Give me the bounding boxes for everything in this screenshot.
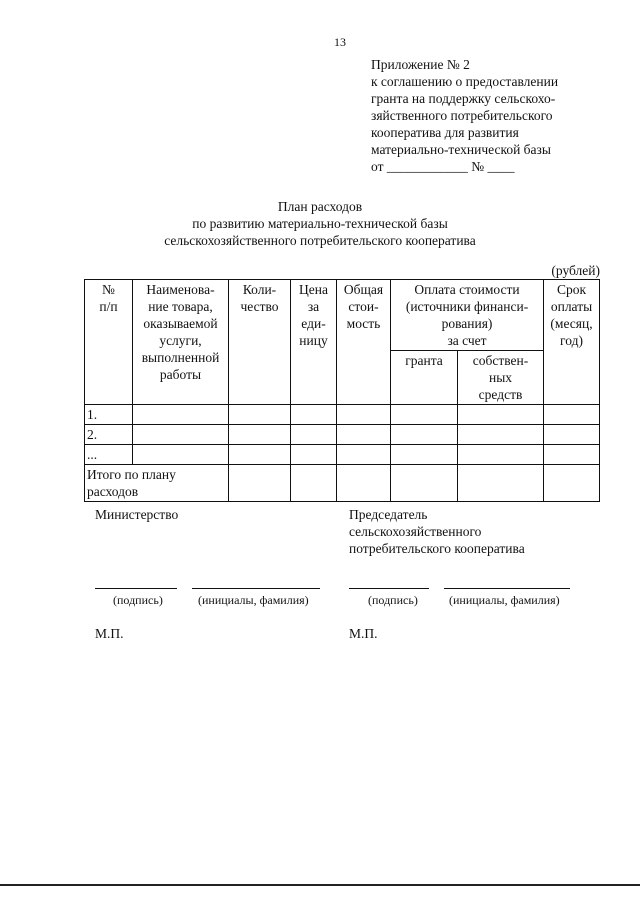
total-row-label: Итого по плану расходов: [85, 465, 229, 502]
row-number: 1.: [85, 405, 133, 425]
ministry-stamp-label: М.П.: [95, 626, 124, 641]
appendix-line: кооператива для развития: [371, 125, 519, 140]
ministry-name-caption: (инициалы, фамилия): [198, 593, 309, 607]
table-row: [85, 425, 600, 445]
appendix-header: [371, 56, 621, 175]
chairman-signature-caption: (подпись): [368, 593, 418, 607]
header-payment-term: Срок оплаты (месяц, год): [544, 280, 600, 405]
header-number: № п/п: [85, 280, 133, 405]
appendix-line: Приложение № 2: [371, 57, 470, 72]
header-own-funds: собствен- ных средств: [458, 351, 544, 405]
total-row: [85, 465, 600, 502]
title-line: План расходов: [277, 199, 363, 214]
expense-plan-table: [84, 279, 600, 502]
appendix-line: материально-технической базы: [371, 142, 551, 157]
header-total-cost: Общая стои- мость: [337, 280, 391, 405]
header-payment-sources: Оплата стоимости (источники финанси- рования) за счет: [391, 280, 544, 351]
ministry-label: Министерство: [95, 507, 179, 522]
header-item-name: Наименова- ние товара, оказываемой услуги, выполненной работы: [133, 280, 229, 405]
title-line: по развитию материально-технической базы: [192, 216, 448, 231]
page-number: 13: [334, 35, 346, 49]
title-line: сельскохозяйственного потребительского кооператива: [164, 233, 476, 248]
chairman-label: Председатель сельскохозяйственного потребительского кооператива: [349, 507, 525, 556]
appendix-line: от ____________ № ____: [371, 159, 515, 174]
chairman-name-line: [444, 588, 570, 589]
chairman-signature-line: [349, 588, 429, 589]
header-quantity: Коли- чество: [229, 280, 291, 405]
appendix-line: к соглашению о предоставлении: [371, 74, 559, 89]
ministry-signature-line: [95, 588, 177, 589]
document-title: [0, 198, 640, 249]
row-number: 2.: [85, 425, 133, 445]
header-grant: гранта: [391, 351, 458, 405]
units-label: (рублей): [551, 263, 600, 278]
chairman-stamp-label: М.П.: [349, 626, 378, 641]
appendix-line: зяйственного потребительского: [371, 108, 553, 123]
ministry-signature-caption: (подпись): [113, 593, 163, 607]
chairman-name-caption: (инициалы, фамилия): [449, 593, 560, 607]
table-row: [85, 445, 600, 465]
ministry-name-line: [192, 588, 320, 589]
row-number: ...: [85, 445, 133, 465]
table-row: [85, 405, 600, 425]
header-unit-price: Цена за еди- ницу: [291, 280, 337, 405]
bottom-rule: [0, 884, 640, 886]
appendix-line: гранта на поддержку сельскохо-: [371, 91, 556, 106]
